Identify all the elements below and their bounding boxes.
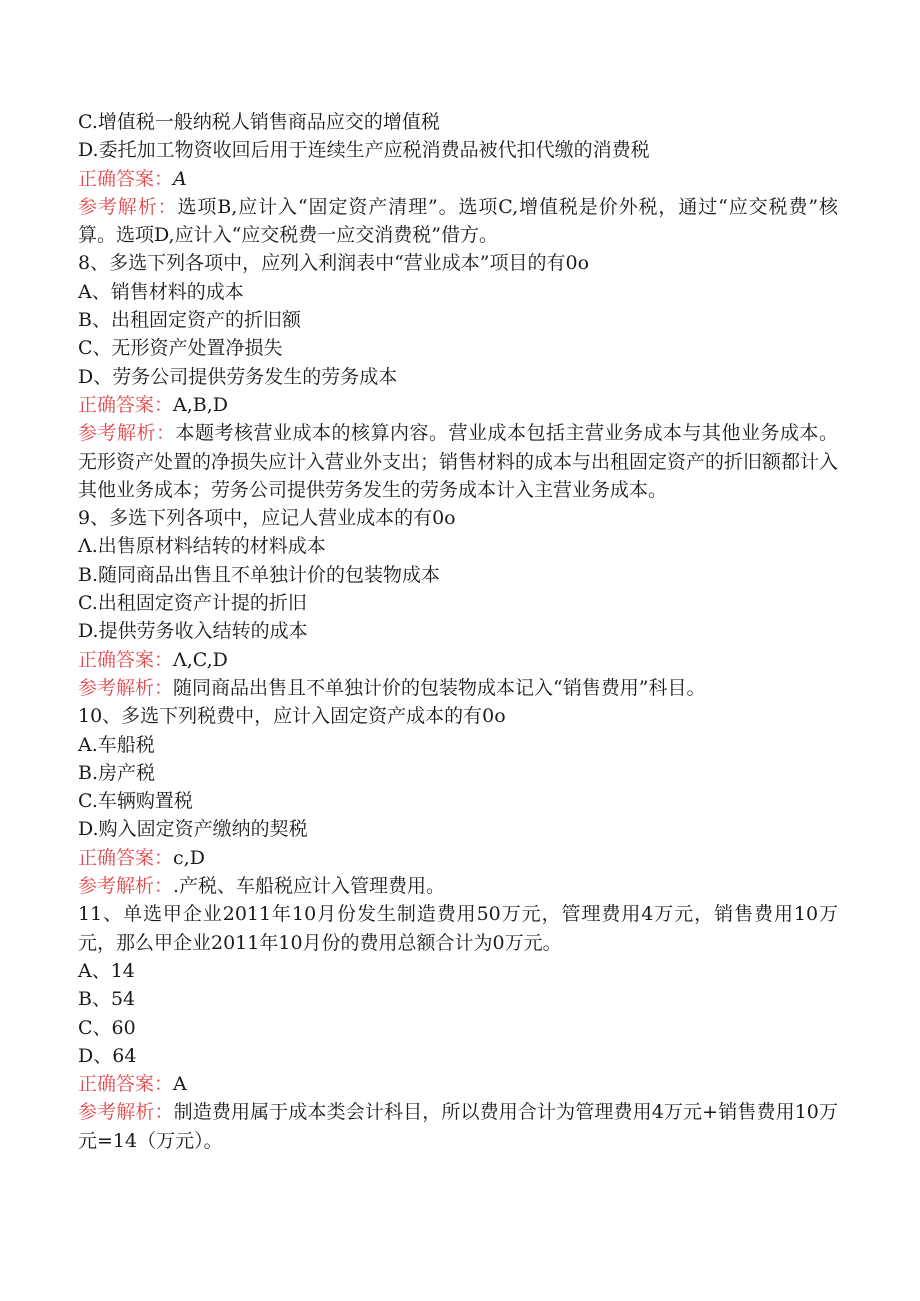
correct-answer-value: A	[173, 167, 187, 190]
correct-answer	[78, 844, 838, 872]
analysis-text: 随同商品出售且不单独计价的包装物成本记入“销售费用”科目。	[173, 676, 706, 699]
answer-option: A.车船税	[78, 733, 155, 756]
answer-option: C、无形资产处置净损失	[78, 337, 283, 360]
answer-option: A、销售材料的成本	[78, 280, 244, 303]
correct-answer-value: Λ,C,D	[173, 648, 228, 671]
correct-answer-label: 正确答案：	[78, 846, 174, 869]
answer-option: B.随同商品出售且不单独计价的包装物成本	[78, 563, 441, 586]
answer-option: D、64	[78, 1044, 137, 1067]
correct-answer-value: A	[173, 1073, 187, 1096]
answer-option: C.出租固定资产计提的折旧	[78, 592, 307, 615]
correct-answer-label: 正确答案：	[78, 1073, 174, 1096]
answer-option: D.委托加工物资收回后用于连续生产应税消费品被代扣代缴的消费税	[78, 139, 650, 162]
answer-option: Λ.出售原材料结转的材料成本	[78, 535, 326, 558]
answer-option: C.增值税一般纳税人销售商品应交的增值税	[78, 111, 440, 133]
question-stem: 10、多选下列税费中，应计入固定资产成本的有0o	[78, 705, 506, 728]
analysis-label: 参考解析：	[78, 1101, 174, 1124]
correct-answer-value: c,D	[173, 846, 205, 869]
answer-option: D、劳务公司提供劳务发生的劳务成本	[78, 365, 398, 388]
document-body	[78, 108, 838, 1155]
answer-option: C、60	[78, 1016, 136, 1039]
correct-answer-value: A,B,D	[173, 393, 229, 416]
correct-answer	[78, 1070, 838, 1098]
answer-option: D.购入固定资产缴纳的契税	[78, 818, 308, 841]
answer-option: C.车辆购置税	[78, 790, 193, 813]
correct-answer-label: 正确答案：	[78, 167, 174, 190]
question-stem: 9、多选下列各项中，应记人营业成本的有0o	[78, 507, 456, 530]
correct-answer	[78, 646, 838, 674]
analysis-label: 参考解析：	[78, 195, 178, 218]
answer-option: D.提供劳务收入结转的成本	[78, 620, 308, 643]
correct-answer-label: 正确答案：	[78, 393, 174, 416]
analysis-text: 选项B,应计入“固定资产清理”。选项C,增值税是价外税，通过“应交税费”核算。选项D,应计入“应交税费一应交消费税”借方。	[78, 195, 838, 247]
analysis-text: 本题考核营业成本的核算内容。营业成本包括主营业务成本与其他业务成本。无形资产处置的净损失应计入营业外支出；销售材料的成本与出租固定资产的折旧额都计入其他业务成本；劳务公司提供劳务发生的劳务成本计入主营业务成本。	[78, 422, 839, 501]
answer-analysis	[78, 419, 838, 504]
correct-answer-label: 正确答案：	[78, 648, 174, 671]
question-stem: 8、多选下列各项中，应列入利润表中“营业成本”项目的有0o	[78, 252, 590, 275]
answer-analysis	[78, 193, 838, 250]
answer-analysis	[78, 1098, 838, 1155]
analysis-text: .产税、车船税应计入管理费用。	[173, 875, 446, 898]
answer-option: B.房产税	[78, 761, 156, 784]
answer-analysis	[78, 872, 838, 900]
analysis-label: 参考解析：	[78, 676, 174, 699]
answer-option: B、54	[78, 988, 136, 1011]
answer-option: A、14	[78, 959, 135, 982]
question-stem: 11、单选甲企业2011年10月份发生制造费用50万元，管理费用4万元，销售费用10万元，那么甲企业2011年10月份的费用总额合计为0万元。	[78, 903, 838, 954]
analysis-label: 参考解析：	[78, 875, 174, 898]
correct-answer	[78, 165, 838, 193]
answer-analysis	[78, 674, 838, 702]
answer-option: B、出租固定资产的折旧额	[78, 309, 301, 332]
correct-answer	[78, 391, 838, 419]
analysis-label: 参考解析：	[78, 422, 176, 445]
analysis-text: 制造费用属于成本类会计科目，所以费用合计为管理费用4万元+销售费用10万元=14（万元）。	[78, 1101, 838, 1152]
